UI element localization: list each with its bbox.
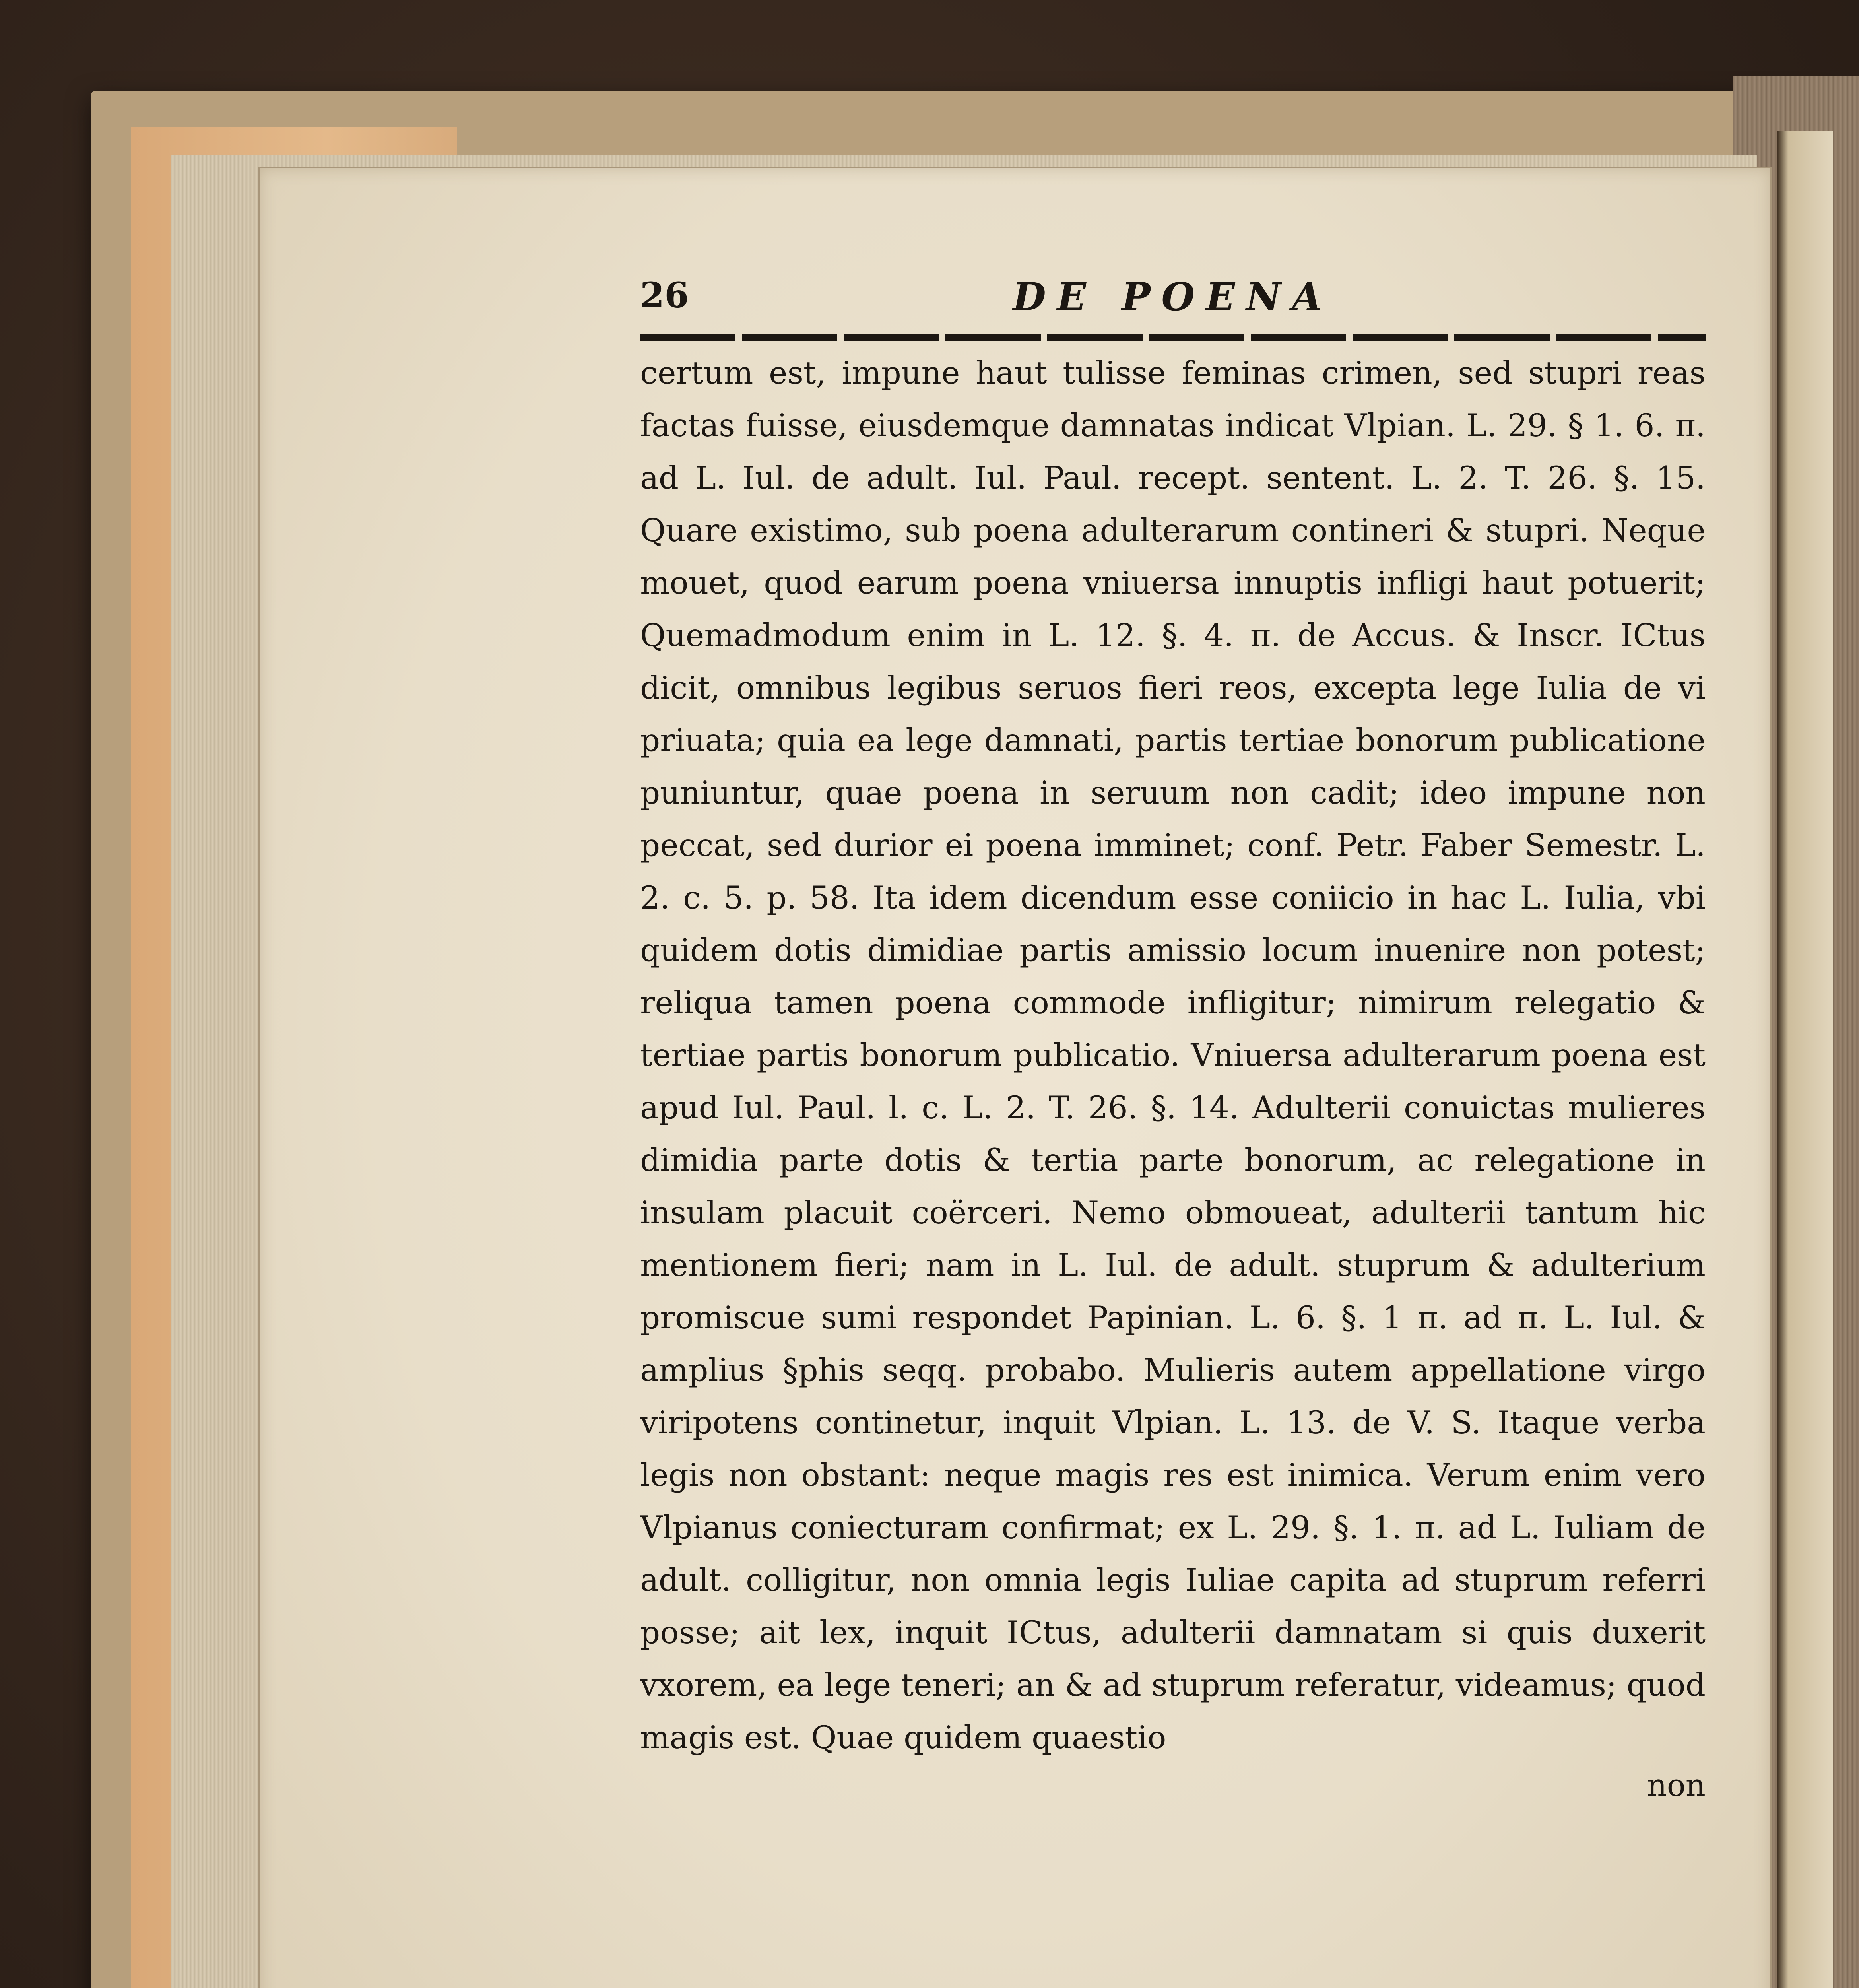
page-number: 26 — [640, 274, 689, 316]
page-text-block — [640, 270, 1706, 1807]
facing-page-edge — [1777, 131, 1833, 1988]
catchword: non — [1647, 1768, 1706, 1804]
page-header — [640, 270, 1706, 330]
running-title: DE POENA — [1013, 274, 1333, 319]
header-rule — [640, 334, 1706, 341]
body-paragraph: certum est, impune haut tulisse feminas crimen, sed stupri reas factas fuisse, eiusdemque damnatas indicat Vlpian. L. 29. § 1. 6. π. ad L. Iul. de adult. Iul. Paul. recept. sentent. L. 2. T. 26. §. 15. Quare existimo, sub poena adulterarum contineri & stupri. Neque mouet, quod earum poena vniuersa innuptis infligi haut potuerit; Quemadmodum enim in L. 12. §. 4. π. de Accus. & Inscr. ICtus dicit, omnibus legibus seruos fieri reos, excepta lege Iulia de vi priuata; quia ea lege damnati, partis tertiae bonorum publicatione puniuntur, quae poena in seruum non cadit; ideo impune non peccat, sed durior ei poena imminet; conf. Petr. Faber Semestr. L. 2. c. 5. p. 58. Ita idem dicendum esse coniicio in hac L. Iulia, vbi quidem dotis dimidiae partis amissio locum inuenire non potest; reliqua tamen poena commode infligitur; nimirum relegatio & tertiae partis bonorum publicatio. Vniuersa adulterarum poena est apud Iul. Paul. l. c. L. 2. T. 26. §. 14. Adulterii conuictas mulieres dimidia parte dotis & tertia parte bonorum, ac relegatione in insulam placuit coërceri. Nemo obmoueat, adulterii tantum hic mentionem fieri; nam in L. Iul. de adult. stuprum & adulterium promiscue sumi respondet Papinian. L. 6. §. 1 π. ad π. L. Iul. & amplius §phis seqq. probabo. Mulieris autem appellatione virgo viripotens continetur, inquit Vlpian. L. 13. de V. S. Itaque verba legis non obstant: neque magis res est inimica. Verum enim vero Vlpianus coniecturam confirmat; ex L. 29. §. 1. π. ad L. Iuliam de adult. colligitur, non omnia legis Iuliae capita ad stuprum referri posse; ait lex, inquit ICtus, adulterii damnatam si quis duxerit vxorem, ea lege teneri; an & ad stuprum referatur, videamus; quod magis est. Quae quidem quaestio — [640, 355, 1706, 1756]
